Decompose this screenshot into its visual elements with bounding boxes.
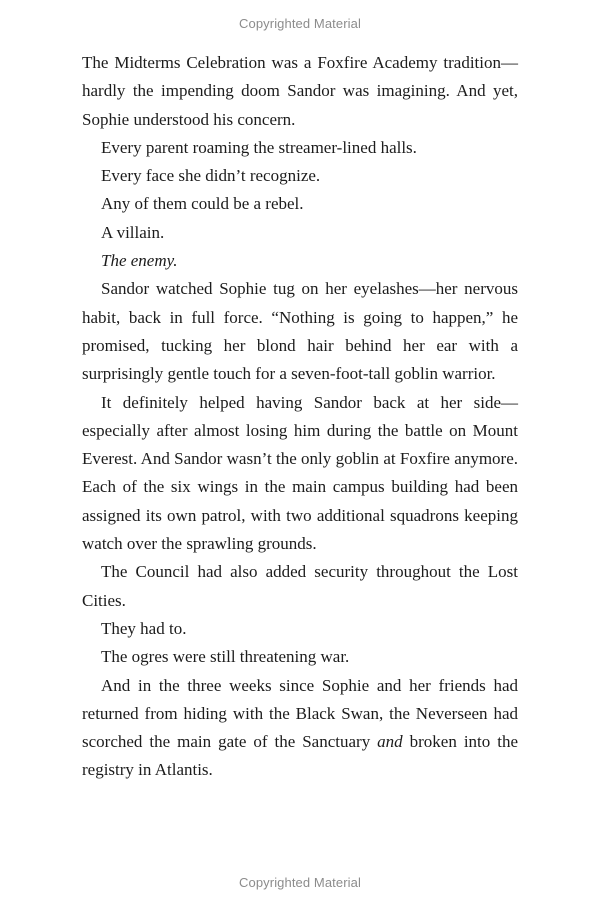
paragraph-5: A villain. (101, 222, 165, 242)
paragraph-7: Sandor watched Sophie tug on her eyelashes—her nervous habit, back in full force. “Nothing is going to happen,” he promised, tucking her blond hair behind her ear with a surprisingly gentle touch for a seven-foot-tall goblin warrior. (82, 279, 518, 384)
paragraph-10: They had to. (101, 618, 187, 638)
paragraph-12-text-b: broken into the registry in Atlantis. (82, 732, 518, 780)
paragraph-4: Any of them could be a rebel. (101, 194, 304, 214)
paragraph-11: The ogres were still threatening war. (101, 647, 350, 667)
copyright-watermark-top: Copyrighted Material (239, 16, 361, 31)
emphasis-and: and (377, 732, 403, 752)
paragraph-1: The Midterms Celebration was a Foxfire Academy tradition—hardly the impending doom Sandor was imagining. And yet, Sophie understood his concern. (82, 53, 518, 129)
paragraph-3: Every face she didn’t recognize. (101, 166, 321, 186)
paragraph-8: It definitely helped having Sandor back at her side—especially after almost losing him during the battle on Mount Everest. And Sandor wasn’t the only goblin at Foxfire anymore. Each of the six wings in the main campus building had been assigned its own patrol, with two additional squadrons keeping watch over the sprawling grounds. (82, 392, 518, 554)
emphasis-the-enemy: The enemy. (101, 251, 178, 271)
paragraph-12 (82, 672, 518, 785)
paragraph-2: Every parent roaming the streamer-lined halls. (101, 137, 417, 157)
copyright-watermark-bottom: Copyrighted Material (239, 875, 361, 890)
paragraph-6-italic (82, 247, 518, 275)
paragraph-9: The Council had also added security throughout the Lost Cities. (82, 562, 518, 610)
page-body-text (82, 49, 518, 785)
paragraph-12-text-a: And in the three weeks since Sophie and her friends had returned from hiding with the Black Swan, the Neverseen had scorched the main gate of the Sanctuary (82, 675, 518, 752)
